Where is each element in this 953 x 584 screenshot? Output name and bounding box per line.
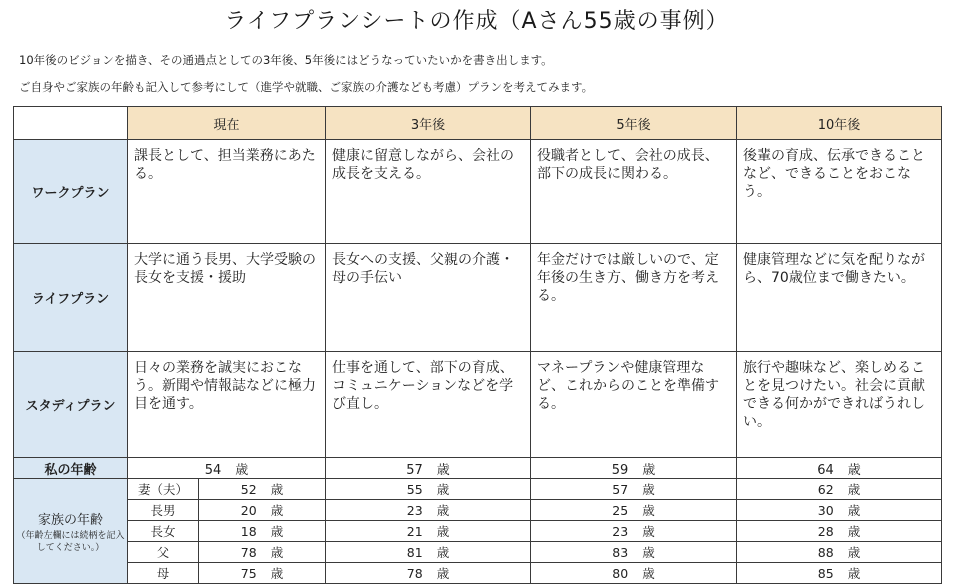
age-unit: 歳: [436, 566, 450, 581]
age-unit: 歳: [642, 566, 655, 581]
family-note: （年齢左欄には続柄を記入してください。）: [16, 530, 125, 553]
family-row: [14, 563, 942, 584]
family-age-now: [199, 479, 326, 500]
intro-line-1: 10年後のビジョンを描き、その通過点としての3年後、5年後にはどうなっていたいかを書き出します。: [19, 53, 553, 67]
relation-cell: 母: [128, 563, 199, 584]
row-label-work: ワークプラン: [14, 140, 128, 244]
my-age-row: [14, 458, 942, 479]
age-value: 55: [406, 482, 423, 497]
age-value: 23: [406, 503, 423, 518]
family-age-5y: [531, 500, 737, 521]
age-unit: 歳: [270, 566, 284, 581]
column-header-5y: 5年後: [531, 107, 737, 140]
age-unit: 歳: [847, 482, 861, 497]
work-cell-5y: 役職者として、会社の成長、部下の成長に関わる。: [531, 140, 737, 244]
family-age-now: [199, 542, 326, 563]
family-row: [14, 479, 942, 500]
family-row: [14, 500, 942, 521]
relation-cell: 長男: [128, 500, 199, 521]
corner-cell: [14, 107, 128, 140]
age-value: 21: [406, 524, 423, 539]
work-plan-row: [14, 140, 942, 244]
study-cell-10y: 旅行や趣味など、楽しめることを見つけたい。社会に貢献できる何かができればうれしい。: [737, 352, 942, 458]
age-unit: 歳: [436, 482, 450, 497]
age-unit: 歳: [436, 545, 450, 560]
age-unit: 歳: [436, 503, 450, 518]
column-header-10y: 10年後: [737, 107, 942, 140]
my-age-now: [128, 458, 326, 479]
age-value: 52: [240, 482, 257, 497]
age-unit: 歳: [847, 462, 861, 478]
life-cell-3y: 長女への支援、父親の介護・母の手伝い: [326, 244, 531, 352]
age-value: 78: [240, 545, 257, 560]
row-label-life: ライフプラン: [14, 244, 128, 352]
age-value: 59: [611, 462, 629, 478]
family-age-5y: [531, 479, 737, 500]
study-cell-5y: マネープランや健康管理など、これからのことを準備する。: [531, 352, 737, 458]
my-age-5y: [531, 458, 737, 479]
age-unit: 歳: [642, 545, 655, 560]
header-row: [14, 107, 942, 140]
age-unit: 歳: [270, 503, 284, 518]
age-unit: 歳: [847, 524, 861, 539]
family-age-3y: [326, 479, 531, 500]
family-age-10y: [737, 563, 942, 584]
age-value: 28: [817, 524, 834, 539]
family-age-10y: [737, 521, 942, 542]
age-unit: 歳: [642, 524, 655, 539]
age-value: 83: [612, 545, 629, 560]
family-label: 家族の年齢: [37, 512, 103, 528]
family-age-5y: [531, 563, 737, 584]
family-age-now: [199, 500, 326, 521]
age-unit: 歳: [270, 545, 284, 560]
family-age-3y: [326, 500, 531, 521]
row-label-my-age: 私の年齢: [14, 458, 128, 479]
age-value: 30: [817, 503, 834, 518]
family-age-3y: [326, 542, 531, 563]
row-label-study: スタディプラン: [14, 352, 128, 458]
age-unit: 歳: [847, 545, 861, 560]
study-plan-row: [14, 352, 942, 458]
age-value: 23: [612, 524, 629, 539]
family-age-5y: [531, 542, 737, 563]
age-unit: 歳: [847, 566, 861, 581]
row-label-family: [14, 479, 128, 584]
age-unit: 歳: [642, 503, 655, 518]
my-age-10y: [737, 458, 942, 479]
age-value: 18: [240, 524, 257, 539]
age-value: 80: [612, 566, 629, 581]
life-cell-now: 大学に通う長男、大学受験の長女を支援・援助: [128, 244, 326, 352]
age-value: 20: [240, 503, 257, 518]
age-unit: 歳: [642, 482, 655, 497]
life-plan-table: [13, 106, 942, 584]
age-unit: 歳: [642, 462, 656, 478]
age-value: 64: [817, 462, 834, 478]
age-unit: 歳: [436, 524, 450, 539]
family-age-5y: [531, 521, 737, 542]
page-title: ライフプランシートの作成（Aさん55歳の事例）: [224, 9, 729, 34]
relation-cell: 長女: [128, 521, 199, 542]
family-age-now: [199, 563, 326, 584]
family-age-10y: [737, 500, 942, 521]
age-unit: 歳: [235, 462, 249, 478]
family-age-now: [199, 521, 326, 542]
age-value: 54: [204, 462, 222, 478]
family-age-3y: [326, 521, 531, 542]
age-value: 81: [406, 545, 423, 560]
life-cell-10y: 健康管理などに気を配りながら、70歳位まで働きたい。: [737, 244, 942, 352]
age-unit: 歳: [436, 462, 450, 478]
age-value: 62: [817, 482, 834, 497]
age-value: 85: [817, 566, 834, 581]
family-age-10y: [737, 542, 942, 563]
age-value: 75: [240, 566, 257, 581]
age-value: 57: [406, 462, 423, 478]
work-cell-now: 課長として、担当業務にあたる。: [128, 140, 326, 244]
my-age-3y: [326, 458, 531, 479]
column-header-now: 現在: [128, 107, 326, 140]
study-cell-now: 日々の業務を誠実におこなう。新聞や情報誌などに極力目を通す。: [128, 352, 326, 458]
column-header-3y: 3年後: [326, 107, 531, 140]
age-value: 57: [612, 482, 629, 497]
intro-line-2: ご自身やご家族の年齢も記入して参考にして（進学や就職、ご家族の介護なども考慮）プランを考えてみます。: [19, 80, 594, 94]
family-row: [14, 521, 942, 542]
relation-cell: 父: [128, 542, 199, 563]
age-unit: 歳: [847, 503, 861, 518]
family-age-3y: [326, 563, 531, 584]
family-row: [14, 542, 942, 563]
work-cell-3y: 健康に留意しながら、会社の成長を支える。: [326, 140, 531, 244]
relation-cell: 妻（夫）: [128, 479, 199, 500]
life-plan-row: [14, 244, 942, 352]
study-cell-3y: 仕事を通して、部下の育成、コミュニケーションなどを学び直し。: [326, 352, 531, 458]
age-value: 25: [612, 503, 629, 518]
family-age-10y: [737, 479, 942, 500]
age-value: 88: [817, 545, 834, 560]
age-unit: 歳: [270, 524, 284, 539]
work-cell-10y: 後輩の育成、伝承できることなど、できることをおこなう。: [737, 140, 942, 244]
life-cell-5y: 年金だけでは厳しいので、定年後の生き方、働き方を考える。: [531, 244, 737, 352]
age-unit: 歳: [270, 482, 284, 497]
age-value: 78: [406, 566, 423, 581]
